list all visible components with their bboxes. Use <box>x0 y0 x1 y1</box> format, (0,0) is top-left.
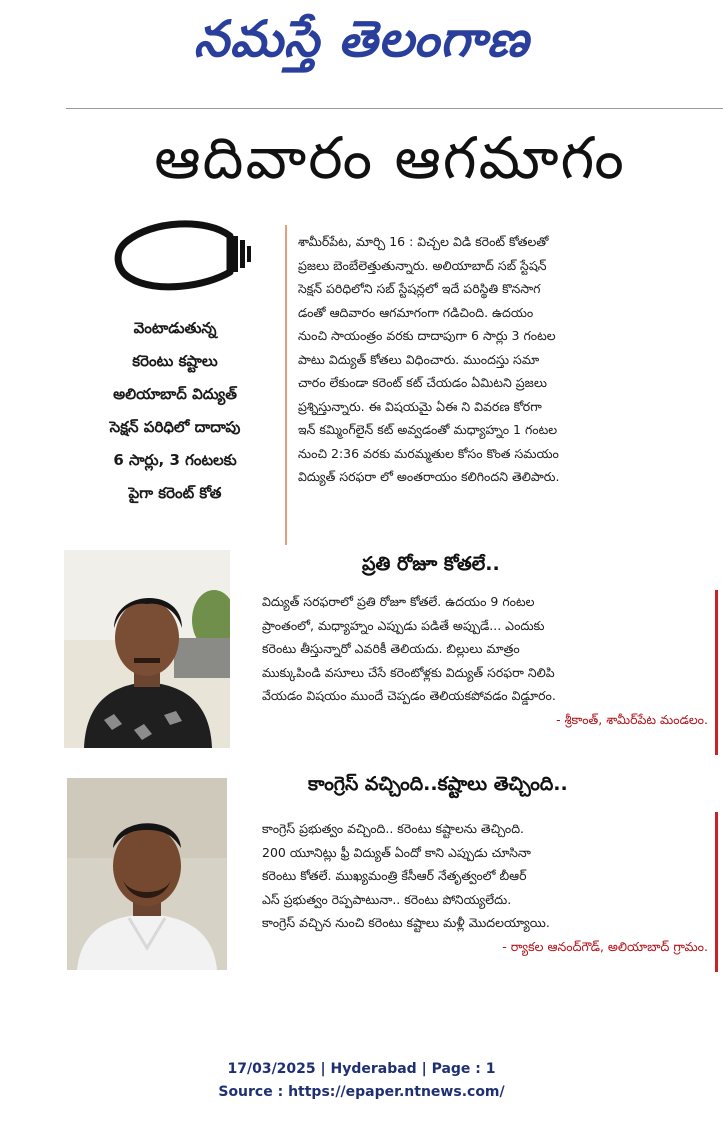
side-point: వెంటాడుతున్న <box>133 319 217 337</box>
portrait-photo-anand-goud <box>67 778 227 970</box>
headline-text: ఆదివారం ఆగమాగం <box>154 123 626 192</box>
quote-line: కరెంటు తీస్తున్నారో ఎవరికీ తెలియదు. బిల్లులు మాత్రం <box>262 641 520 656</box>
side-highlights <box>74 312 276 510</box>
quote-line: కాంగ్రెస్ వచ్చిన నుంచి కరెంటు కష్టాలు మళ్లీ మొదలయ్యాయి. <box>262 915 550 930</box>
quote-line: 200 యూనిట్లు ఫ్రీ విద్యుత్ ఏందో కాని ఎప్పుడు చూసినా <box>262 844 531 860</box>
quote-line: కరెంటు కోతలే. ముఖ్యమంత్రి కేసీఆర్ నేతృత్వంలో బీఆర్ <box>262 868 527 883</box>
light-bulb-icon <box>112 214 252 304</box>
article-line: శామీర్‌పేట, మార్చి 16 : విచ్చల విడి కరెంట్ కోతలతో <box>298 234 549 249</box>
quote1-heading: ప్రతి రోజూ కోతలే.. <box>362 553 500 575</box>
quote2-body <box>262 817 710 958</box>
side-point: కరెంటు కష్టాలు <box>132 352 218 370</box>
article-line: నుంచి సాయంత్రం వరకు దాదాపుగా 6 సార్లు 3 గంటల <box>298 328 556 343</box>
quote-line: కాంగ్రెస్ ప్రభుత్వం వచ్చింది.. కరెంటు కష్టాలను తెచ్చింది. <box>262 821 524 836</box>
main-article-body <box>298 230 710 489</box>
headline <box>70 122 710 208</box>
quote-line: ప్రాంతంలో, మధ్యాహ్నం ఎప్పుడు పడితే అప్పుడే... ఎందుకు <box>262 617 545 633</box>
quote1-body <box>262 590 710 731</box>
quote2-attribution: - ర్యాకల ఆనంద్‌గౌడ్, అలియాబాద్ గ్రామం. <box>502 938 708 954</box>
side-point: సెక్షన్ పరిధిలో దాదాపు <box>109 418 241 436</box>
quote-line: వేయడం విషయం ముందే చెప్పడం తెలియకపోవడం విడ్డూరం. <box>262 688 556 703</box>
accent-bar <box>715 812 718 972</box>
side-point: అలియాబాద్ విద్యుత్ <box>113 385 237 403</box>
article-line: డంతో ఆదివారం ఆగమాగంగా గడిచింది. ఉదయం <box>298 304 534 320</box>
footer-source: Source : https://epaper.ntnews.com/ <box>218 1084 505 1100</box>
article-line: ఇన్ కమ్మింగ్‌లైన్ కట్ అవ్వడంతో మధ్యాహ్నం 1 గంటల <box>298 422 558 437</box>
masthead-title: నమస్తే తెలంగాణ <box>193 9 530 68</box>
masthead <box>0 0 723 90</box>
column-divider <box>285 225 287 545</box>
quote-line: ముక్కుపిండి వసూలు చేసే కరెంటోళ్లకు విద్యుత్ సరఫరా నిలిపి <box>262 664 555 680</box>
article-line: ప్రజలు బెంబేలెత్తుతున్నారు. అలియాబాద్ సబ్ స్టేషన్ <box>298 257 547 273</box>
portrait-photo-srikanth <box>64 550 230 748</box>
article-line: సెక్షన్ పరిధిలోని సబ్ స్టేషన్లలో ఇదే పరిస్థితి కొనసాగ <box>298 281 541 296</box>
article-line: నుంచి 2:36 వరకు మరమ్మతుల కోసం కొంత సమయం <box>298 445 559 461</box>
header-divider <box>66 108 723 109</box>
side-point: పైగా కరెంట్ కోత <box>128 484 222 502</box>
accent-bar <box>715 590 718 755</box>
quote2-heading: కాంగ్రెస్ వచ్చింది..కష్టాలు తెచ్చింది.. <box>308 773 568 795</box>
article-line: ప్రశ్నిస్తున్నారు. ఈ విషయమై ఏఈ ని వివరణ కోరగా <box>298 398 542 414</box>
footer-dateline: 17/03/2025 | Hyderabad | Page : 1 <box>227 1061 496 1077</box>
quote-line: ఎస్ ప్రభుత్వం రెప్పపాటునా.. కరెంటు పోనియ్యలేదు. <box>262 891 512 907</box>
article-line: పాటు విద్యుత్ కోతలు విధించారు. ముందస్తు సమా <box>298 351 540 367</box>
quote1-attribution: - శ్రీకాంత్, శామీర్‌పేట మండలం. <box>556 711 708 727</box>
side-point: 6 సార్లు, 3 గంటలకు <box>113 451 237 469</box>
article-line: చారం లేకుండా కరెంట్ కట్ చేయడం ఏమిటని ప్రజలు <box>298 375 548 390</box>
quote-line: విద్యుత్ సరఫరాలో ప్రతి రోజూ కోతలే. ఉదయం 9 గంటల <box>262 594 535 609</box>
article-line: విద్యుత్ సరఫరా లో అంతరాయం కలిగిందని తెలిపారు. <box>298 469 560 484</box>
